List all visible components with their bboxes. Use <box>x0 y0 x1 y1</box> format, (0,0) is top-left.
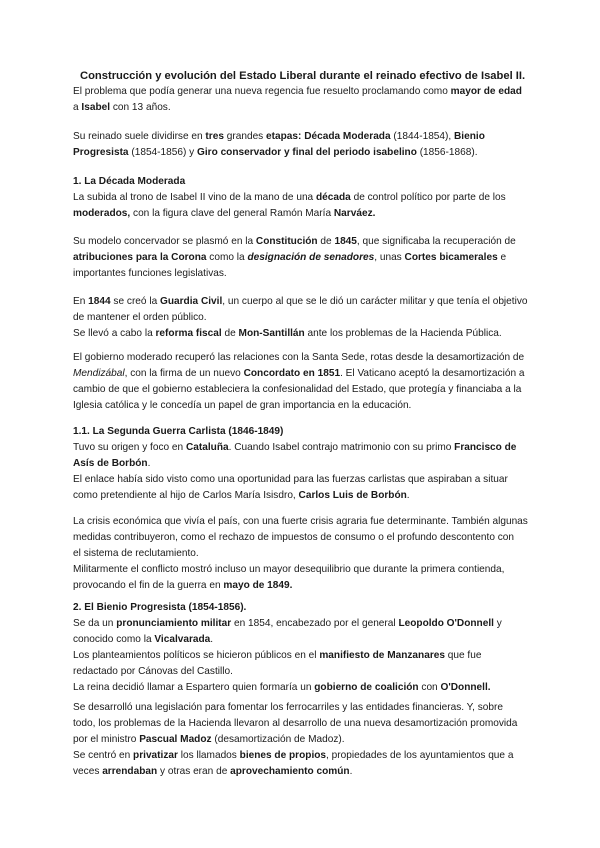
civil-guard-paragraph: En 1844 se creó la Guardia Civil, un cuerpo al que se le dió un carácter militar y que tenía el objetivo de mantener el orden público. Se llevó a cabo la reforma fiscal de Mon-Santillán ante los problemas de la Hacienda Pública. <box>73 296 528 339</box>
document-title: Construcción y evolución del Estado Liberal durante el reinado efectivo de Isabel II. <box>80 70 526 82</box>
crisis-paragraph: La crisis económica que vivía el país, con una fuerte crisis agraria fue determinante. También algunas medidas contribuyeron, como el rechazo de impuestos de consumo o el profundo descontento con el sistema de reclutamiento. Militarmente el conflicto mostró incluso un mayor desequilibrio que durante la primera contienda, provocando el fin de la guerra en mayo de 1849. <box>73 516 528 591</box>
section-carlist-war: 1.1. La Segunda Guerra Carlista (1846-1849) Tuvo su origen y foco en Cataluña. Cuando Isabel contrajo matrimonio con su primo Francisco de Asís de Borbón. El enlace había sido visto como una oportunidad para las fuerzas carlistas que aspiraban a situar como pretendiente al hijo de Carlos María Isisdro, Carlos Luis de Borbón. <box>73 424 535 504</box>
intro-paragraph: El problema que podía generar una nueva regencia fue resuelto proclamando como mayor de edad a Isabel con 13 años. <box>73 86 522 113</box>
concordat-paragraph: El gobierno moderado recuperó las relaciones con la Santa Sede, rotas desde la desamortización de Mendizábal, con la firma de un nuevo Concordato en 1851. El Vaticano aceptó la desamortización a cambio de que el gobierno estableciera la confesionalidad del Estado, que protegía y financiaba a la Iglesia católica y le concedía un papel de gran importancia en la educación. <box>73 352 525 411</box>
section-heading: 2. El Bienio Progresista (1854-1856). <box>73 602 247 613</box>
section-moderate-decade: 1. La Década Moderada La subida al trono de Isabel II vino de la mano de una década de control político por parte de los moderados, con la figura clave del general Ramón María Narváez. <box>73 174 535 222</box>
constitution-paragraph: Su modelo concervador se plasmó en la Constitución de 1845, que significaba la recuperación de atribuciones para la Corona como la designación de senadores, unas Cortes bicamerales e importantes funciones legislativas. <box>73 236 516 279</box>
section-heading: 1. La Década Moderada <box>73 176 186 187</box>
section-heading: 1.1. La Segunda Guerra Carlista (1846-1849) <box>73 426 284 437</box>
section-progressive-biennium: 2. El Bienio Progresista (1854-1856). Se da un pronunciamiento militar en 1854, encabezado por el general Leopoldo O'Donnell y conocido como la Vicalvarada. Los planteamientos políticos se hicieron públicos en el manifiesto de Manzanares que fue redactado por Cánovas del Castillo. La reina decidió llamar a Espartero quien formaría un gobierno de coalición con O'Donnell. <box>73 600 535 696</box>
madoz-paragraph: Se desarrolló una legislación para fomentar los ferrocarriles y las entidades financieras. Y, sobre todo, los problemas de la Hacienda llevaron al desarrollo de una nueva desamortización promovida por el ministro Pascual Madoz (desamortización de Madoz). Se centró en privatizar los llamados bienes de propios, propiedades de los ayuntamientos que a veces arrendaban y otras eran de aprovechamiento común. <box>73 702 518 777</box>
stages-paragraph: Su reinado suele dividirse en tres grandes etapas: Década Moderada (1844-1854), Bienio Progresista (1854-1856) y Giro conservador y final del periodo isabelino (1856-1868). <box>73 131 485 158</box>
